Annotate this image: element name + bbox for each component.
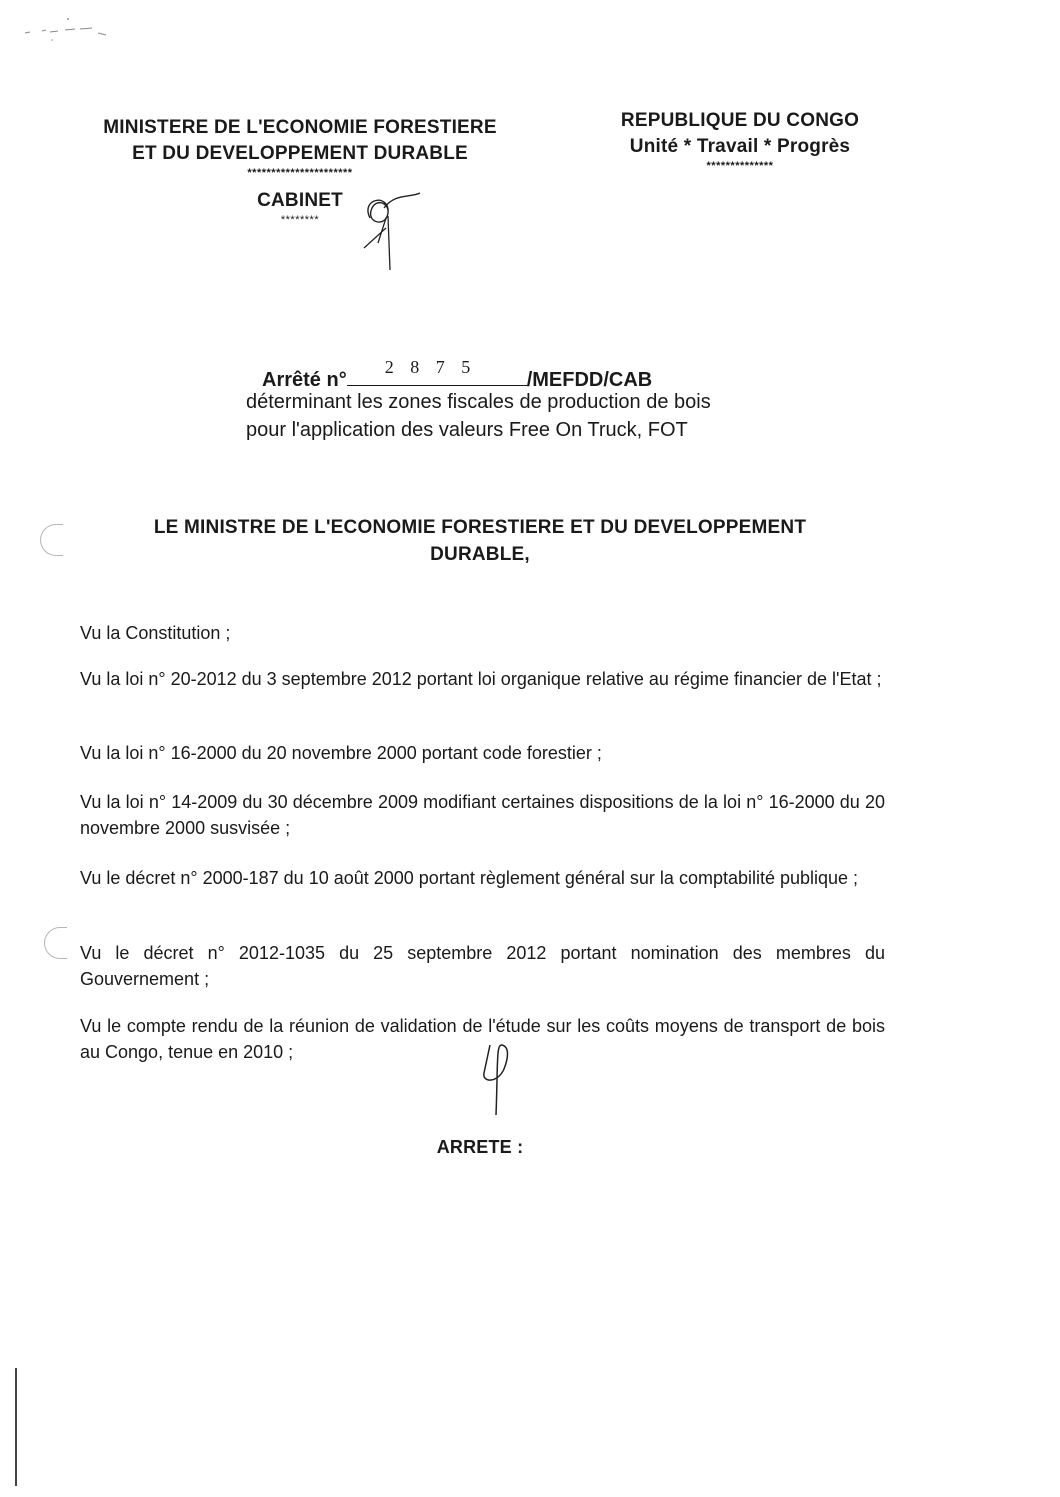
arrete-number: 2 8 7 5 bbox=[384, 357, 477, 377]
ministry-header bbox=[60, 115, 540, 179]
republic-header bbox=[590, 108, 890, 172]
arrete-subtitle-line2: pour l'application des valeurs Free On Truck, FOT bbox=[246, 419, 688, 441]
cabinet-block bbox=[230, 188, 370, 226]
arrete-subtitle-line1: déterminant les zones fiscales de production de bois bbox=[246, 391, 711, 413]
arrete-number-blank bbox=[347, 357, 527, 386]
scan-speck-marks bbox=[20, 15, 110, 45]
punch-hole-mark-bottom bbox=[44, 927, 67, 959]
visa-constitution: Vu la Constitution ; bbox=[80, 623, 231, 643]
republic-stars: ************** bbox=[706, 160, 774, 172]
minister-heading-line1: LE MINISTRE DE L'ECONOMIE FORESTIERE ET DU DEVELOPPEMENT bbox=[153, 517, 807, 538]
ministry-stars: ********************** bbox=[247, 167, 353, 179]
visa-loi-14-2009: Vu la loi n° 14-2009 du 30 décembre 2009 modifiant certaines dispositions de la loi n° 16-2000 du 20 novembre 2000 susvisée ; bbox=[80, 792, 885, 838]
handwritten-initial bbox=[470, 1035, 530, 1125]
initials-signature bbox=[350, 188, 430, 278]
punch-hole-mark-top bbox=[40, 524, 63, 556]
minister-heading bbox=[100, 514, 860, 568]
visa-compte-rendu: Vu le compte rendu de la réunion de validation de l'étude sur les coûts moyens de transport de bois au Congo, tenue en 2010 ; bbox=[80, 1016, 885, 1062]
ministry-name-line1: MINISTERE DE L'ECONOMIE FORESTIERE bbox=[103, 117, 497, 138]
republic-motto: Unité * Travail * Progrès bbox=[629, 136, 851, 157]
ministry-name-line2: ET DU DEVELOPPEMENT DURABLE bbox=[132, 143, 468, 164]
visa-decret-2000-187: Vu le décret n° 2000-187 du 10 août 2000 portant règlement général sur la comptabilité publique ; bbox=[80, 868, 859, 888]
visa-loi-20-2012: Vu la loi n° 20-2012 du 3 septembre 2012 portant loi organique relative au régime financier de l'Etat ; bbox=[80, 669, 882, 689]
arrete-suffix: /MEFDD/CAB bbox=[526, 369, 653, 391]
arrete-subtitle bbox=[246, 388, 806, 444]
cabinet-label: CABINET bbox=[257, 190, 343, 211]
republic-name: REPUBLIQUE DU CONGO bbox=[620, 110, 860, 131]
minister-heading-line2: DURABLE, bbox=[430, 544, 530, 565]
cabinet-stars: ******** bbox=[280, 214, 320, 226]
decision-heading: ARRETE : bbox=[436, 1137, 524, 1157]
scan-edge-line bbox=[15, 1368, 17, 1486]
visa-loi-16-2000: Vu la loi n° 16-2000 du 20 novembre 2000 portant code forestier ; bbox=[80, 743, 602, 763]
visa-decret-2012-1035: Vu le décret n° 2012-1035 du 25 septembre 2012 portant nomination des membres du Gouvernement ; bbox=[80, 943, 885, 989]
arrete-prefix: Arrêté n° bbox=[262, 369, 347, 391]
